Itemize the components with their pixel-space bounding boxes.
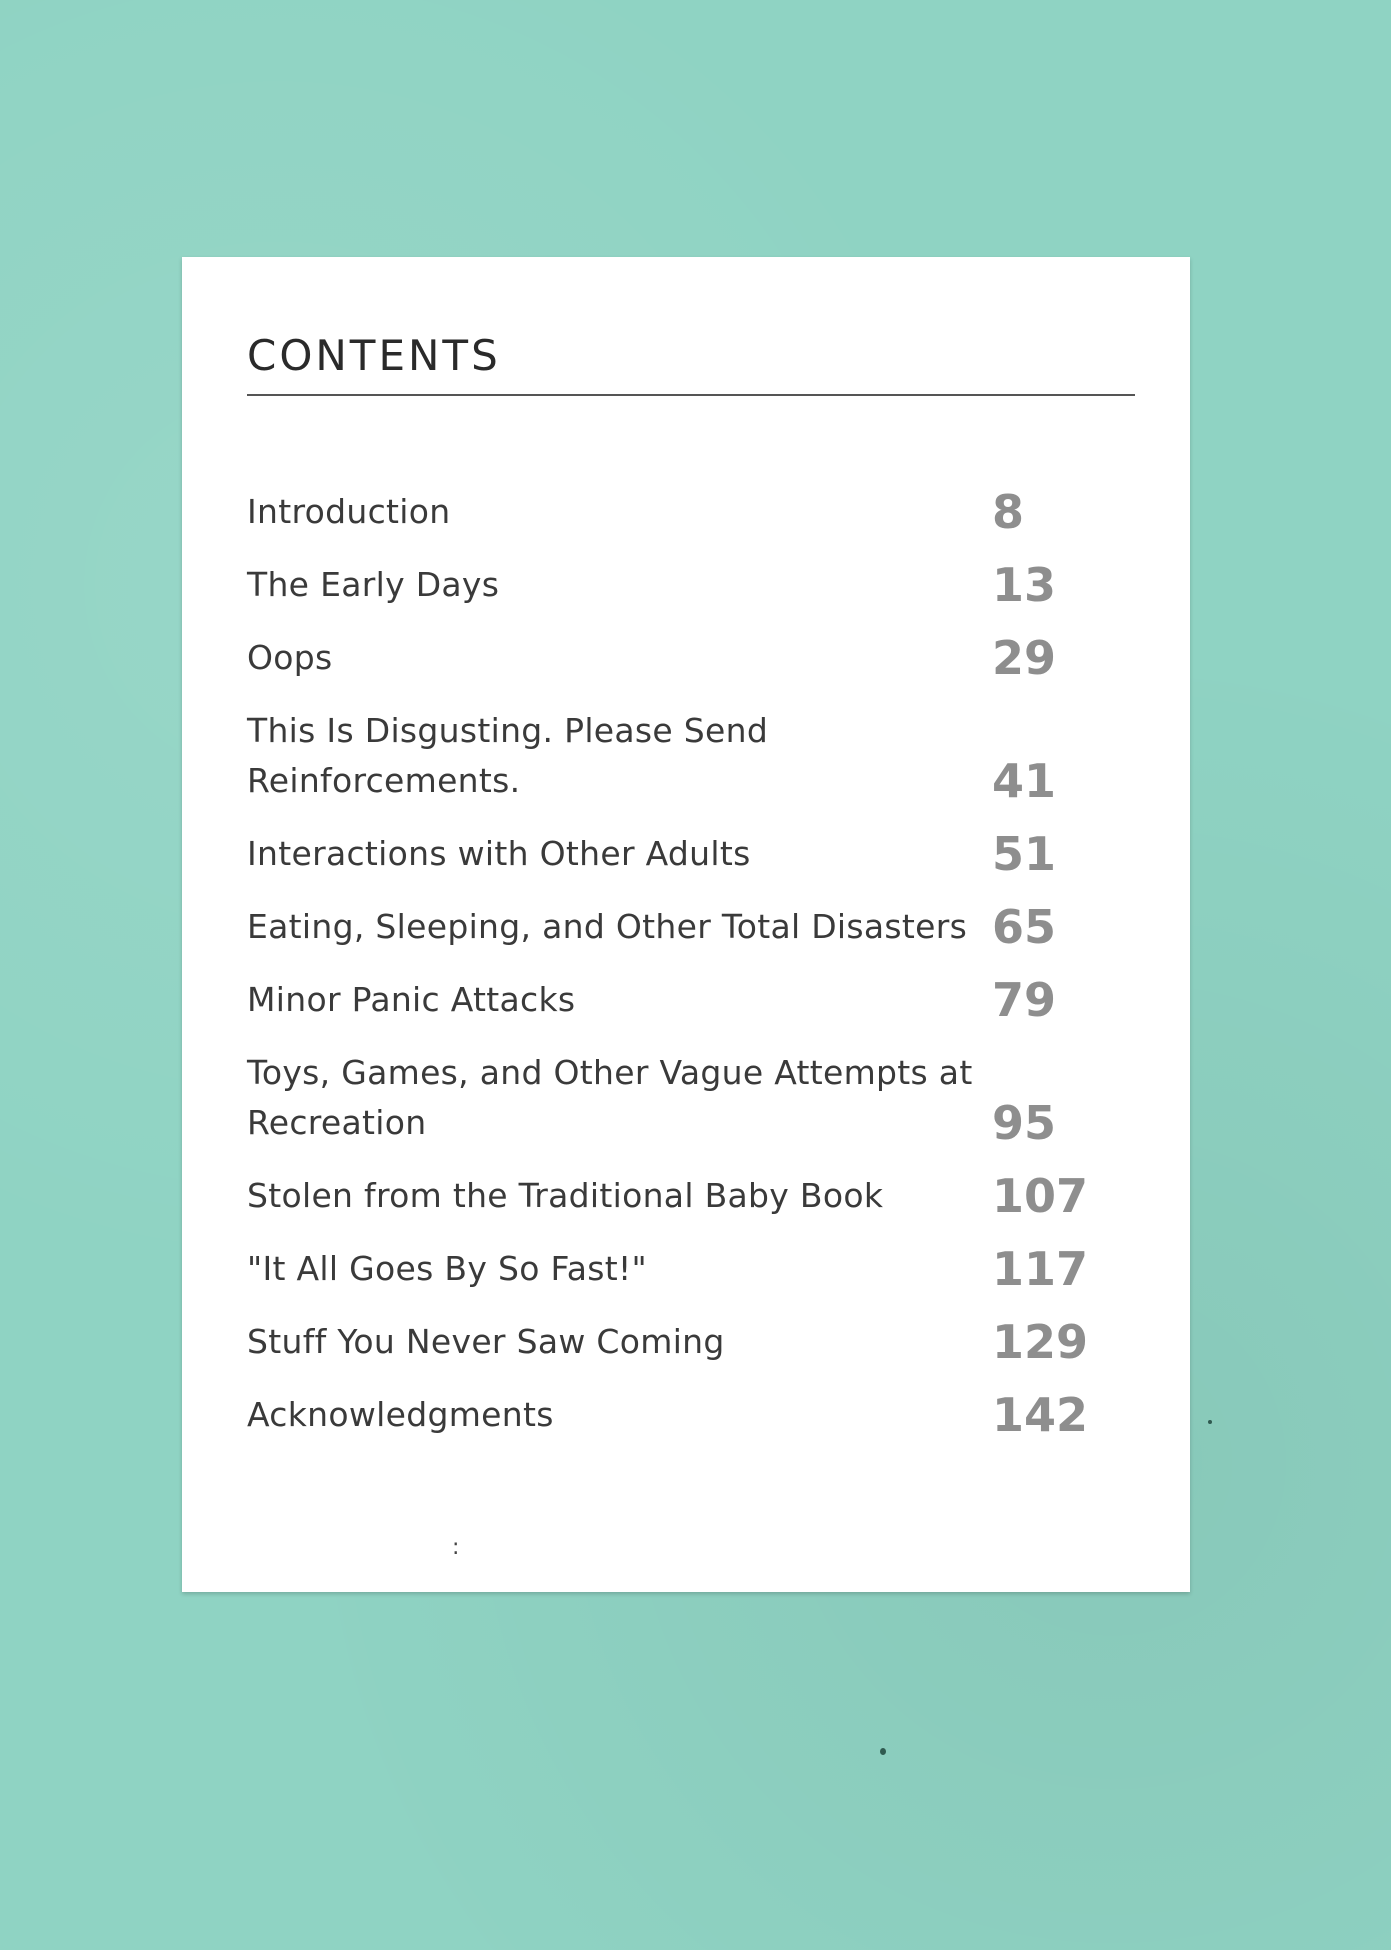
toc-entry-title: Acknowledgments xyxy=(247,1395,554,1434)
toc-entry-page-number: 8 xyxy=(992,485,1025,539)
stray-mark: : xyxy=(452,1535,460,1560)
contents-page xyxy=(182,257,1190,1592)
toc-entry-title: Eating, Sleeping, and Other Total Disasters xyxy=(247,907,968,946)
background-speck xyxy=(880,1748,886,1755)
toc-entry[interactable] xyxy=(247,1390,1147,1440)
toc-entry-title: This Is Disgusting. Please Send Reinforcements. xyxy=(247,711,769,800)
toc-entry-title: Stolen from the Traditional Baby Book xyxy=(247,1176,884,1215)
heading-rule xyxy=(247,394,1135,396)
toc-entry[interactable] xyxy=(247,1317,1147,1367)
toc-entry[interactable] xyxy=(247,975,1147,1025)
toc-entry-page-number: 129 xyxy=(992,1315,1089,1369)
toc-entry[interactable] xyxy=(247,706,1147,806)
toc-entry-title: Interactions with Other Adults xyxy=(247,834,751,873)
toc-entry-title: Oops xyxy=(247,638,333,677)
toc-entry-page-number: 107 xyxy=(992,1169,1089,1223)
toc-entry[interactable] xyxy=(247,633,1147,683)
toc-entry[interactable] xyxy=(247,902,1147,952)
toc-entry-title: Toys, Games, and Other Vague Attempts at Recreation xyxy=(247,1053,973,1142)
toc-entry-page-number: 13 xyxy=(992,558,1057,612)
toc-entry-page-number: 65 xyxy=(992,900,1057,954)
toc-entry-page-number: 117 xyxy=(992,1242,1089,1296)
toc-entry-page-number: 29 xyxy=(992,631,1057,685)
toc-entry-title: Minor Panic Attacks xyxy=(247,980,576,1019)
toc-entry[interactable] xyxy=(247,1171,1147,1221)
toc-entry-title: Stuff You Never Saw Coming xyxy=(247,1322,725,1361)
toc-entry-page-number: 142 xyxy=(992,1388,1089,1442)
toc-entry-title: Introduction xyxy=(247,492,451,531)
toc-entry[interactable] xyxy=(247,1244,1147,1294)
toc-entry[interactable] xyxy=(247,1048,1147,1148)
toc-entry-page-number: 79 xyxy=(992,973,1057,1027)
toc-entry-page-number: 95 xyxy=(992,1096,1057,1150)
toc-entry-page-number: 51 xyxy=(992,827,1057,881)
background-speck xyxy=(1208,1420,1212,1424)
table-of-contents xyxy=(247,487,1147,1463)
toc-entry-page-number: 41 xyxy=(992,754,1057,808)
toc-entry-title: The Early Days xyxy=(247,565,500,604)
toc-entry[interactable] xyxy=(247,560,1147,610)
toc-entry[interactable] xyxy=(247,829,1147,879)
contents-heading: CONTENTS xyxy=(247,331,501,380)
toc-entry[interactable] xyxy=(247,487,1147,537)
toc-entry-title: "It All Goes By So Fast!" xyxy=(247,1249,647,1288)
